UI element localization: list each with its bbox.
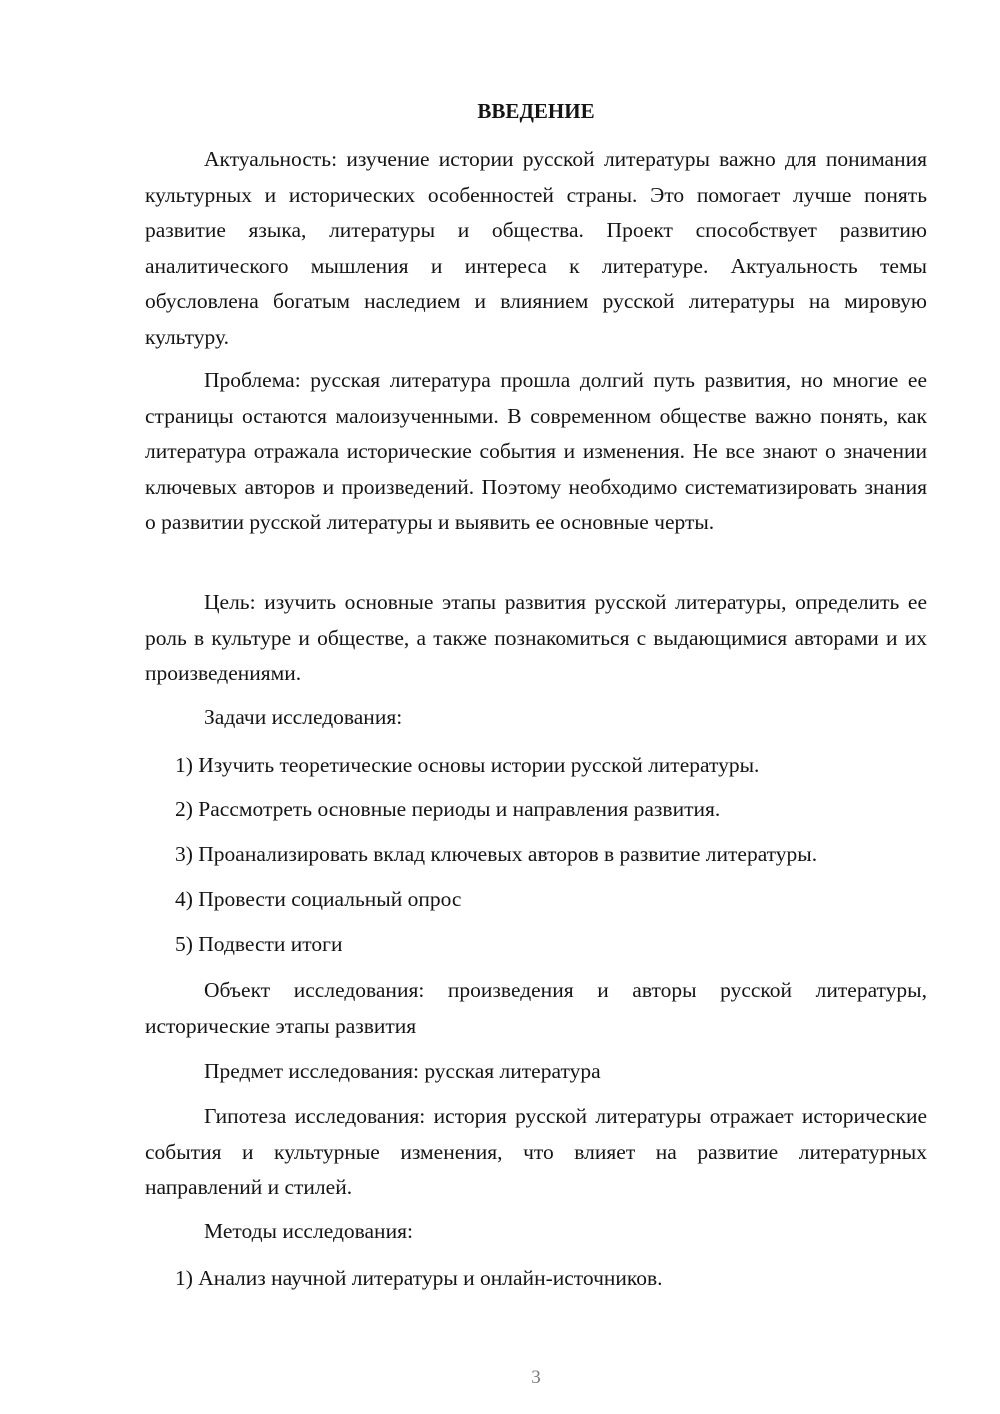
task-item-1: 1) Изучить теоретические основы истории русской литературы. [175, 753, 760, 777]
problem-paragraph: Проблема: русская литература прошла долгий путь развития, но многие ее страницы остаются малоизученными. В современном обществе важно понять, как литература отражала исторические события и изменения. Не все знают о значении ключевых авторов и произведений. Поэтому необходимо систематизировать знания о развитии русской литературы и выявить ее основные черты. [145, 368, 927, 534]
page-number: 3 [531, 1367, 541, 1388]
task-item-3: 3) Проанализировать вклад ключевых авторов в развитие литературы. [175, 842, 818, 866]
task-item-4: 4) Провести социальный опрос [175, 887, 462, 911]
task-item-5: 5) Подвести итоги [175, 932, 343, 956]
subject-paragraph: Предмет исследования: русская литература [204, 1059, 601, 1083]
page-title: ВВЕДЕНИЕ [477, 99, 595, 123]
goal-paragraph: Цель: изучить основные этапы развития русской литературы, определить ее роль в культуре и обществе, а также познакомиться с выдающимися авторами и их произведениями. [145, 590, 927, 685]
task-item-2: 2) Рассмотреть основные периоды и направления развития. [175, 797, 721, 821]
tasks-heading: Задачи исследования: [204, 705, 403, 729]
methods-heading: Методы исследования: [204, 1219, 413, 1243]
object-paragraph: Объект исследования: произведения и авторы русской литературы, исторические этапы развития [145, 978, 927, 1038]
hypothesis-paragraph: Гипотеза исследования: история русской литературы отражает исторические события и культурные изменения, что влияет на развитие литературных направлений и стилей. [145, 1104, 927, 1199]
relevance-paragraph: Актуальность: изучение истории русской литературы важно для понимания культурных и исторических особенностей страны. Это помогает лучше понять развитие языка, литературы и общества. Проект способствует развитию аналитического мышления и интереса к литературе. Актуальность темы обусловлена богатым наследием и влиянием русской литературы на мировую культуру. [145, 147, 927, 349]
method-item-1: 1) Анализ научной литературы и онлайн-источников. [175, 1266, 663, 1290]
